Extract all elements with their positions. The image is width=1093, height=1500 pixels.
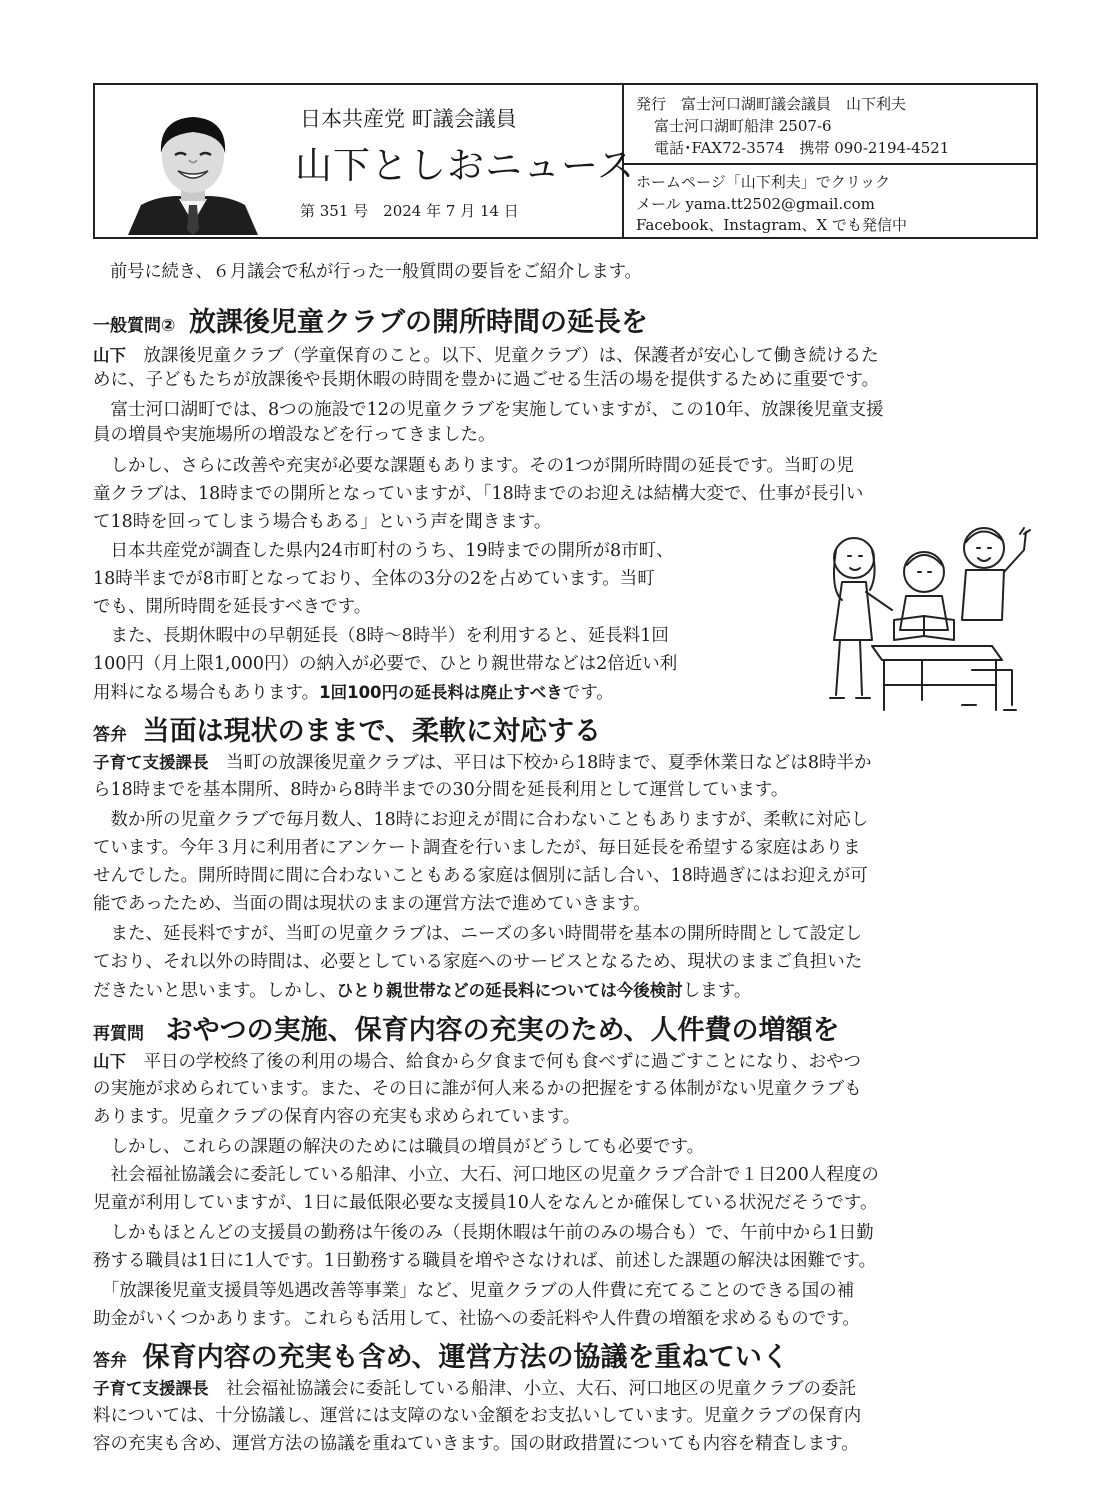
- homepage-line: ホームページ「山下利夫」でクリック: [636, 173, 891, 191]
- councillor-photo: [123, 105, 263, 235]
- text-line: 能であったため、当面の間は現状のままの運営方法で進めていきます。: [93, 894, 651, 914]
- text-line: めに、子どもたちが放課後や長期休暇の時間を豊かに過ごせる生活の場を提供するために重要です。: [93, 370, 880, 390]
- text-line: 助金がいくつかあります。これらも活用して、社協への委託料や人件費の増額を求めるものです。: [93, 1309, 860, 1329]
- text-line: 「放課後児童支援員等処遇改善等事業」など、児童クラブの人件費に充てることのできる国の補: [93, 1281, 855, 1301]
- text-line: しかし、さらに改善や充実が必要な課題もあります。その1つが開所時間の延長です。当町の児: [93, 456, 854, 476]
- section2-heading: [93, 709, 601, 748]
- emphasis-text: ひとり親世帯などの延長料については今後検討: [336, 981, 683, 1000]
- social-line: Facebook、Instagram、X でも発信中: [636, 216, 908, 234]
- text-line: 容の充実も含め、運営方法の協議を重ねていきます。国の財政措置についても内容を精査します。: [93, 1434, 859, 1454]
- text-line: 放課後児童クラブ（学童保育のこと。以下、児童クラブ）は、保護者が安心して働き続けるた: [143, 346, 879, 366]
- text-line: 児童が利用していますが、1日に最低限必要な支援員10人をなんとか確保している状況だそうです。: [93, 1193, 878, 1213]
- text-segment: します。: [682, 981, 752, 1001]
- text-line: 務する職員は1日に1人です。1日勤務する職員を増やさなければ、前述した課題の解決は困難です。: [93, 1251, 877, 1271]
- text-line: て18時を回ってしまう場合もある」という声を聞きます。: [93, 512, 552, 532]
- text-line: 員の増員や実施場所の増設などを行ってきました。: [93, 425, 496, 445]
- section2-title: 当面は現状のままで、柔軟に対応する: [142, 716, 602, 747]
- text-line: 当町の放課後児童クラブは、平日は下校から18時まで、夏季休業日などは8時半か: [226, 753, 872, 773]
- emphasis-text: 1回100円の延長料は廃止すべき: [319, 683, 563, 702]
- text-line: 富士河口湖町では、8つの施設で12の児童クラブを実施していますが、この10年、放課後児童支援: [93, 400, 884, 420]
- text-line: せんでした。開所時間に間に合わないこともある家庭は個別に話し合い、18時過ぎにはお迎えが可: [93, 866, 868, 886]
- text-line: 日本共産党が調査した県内24市町村のうち、19時までの開所が8市町、: [93, 541, 674, 561]
- section4-heading: [93, 1335, 789, 1374]
- section1-tag: 一般質問②: [93, 316, 176, 336]
- section2-para: [93, 750, 1038, 776]
- section4-title: 保育内容の充実も含め、運営方法の協議を重ねていく: [142, 1342, 789, 1373]
- text-line: 童クラブは、18時までの開所となっていますが、「18時までのお迎えは結構大変で、仕事が長引い: [93, 484, 864, 504]
- text-line: 18時半までが8市町となっており、全体の3分の2を占めています。当町: [93, 569, 655, 589]
- section3-heading: [93, 1008, 840, 1047]
- text-line: ており、それ以外の時間は、必要としている家庭へのサービスとなるため、現状のままご負担いた: [93, 952, 863, 972]
- section3-tag: 再質問: [93, 1024, 144, 1044]
- text-line: また、延長料ですが、当町の児童クラブは、ニーズの多い時間帯を基本の開所時間として設定し: [93, 924, 863, 944]
- text-line: しかし、これらの課題の解決のためには職員の増員がどうしても必要です。: [93, 1137, 705, 1157]
- text-segment: 用料になる場合もあります。: [93, 683, 320, 703]
- text-line: あります。児童クラブの保育内容の充実も求められています。: [93, 1107, 581, 1127]
- masthead-title-area: [95, 85, 636, 237]
- masthead-info-area: [624, 85, 1036, 237]
- text-line: 料については、十分協議し、運営には支障のない金額をお支払いしています。児童クラブの保育内: [93, 1406, 862, 1426]
- text-line: ています。今年３月に利用者にアンケート調査を行いましたが、毎日延長を希望する家庭はありま: [93, 838, 861, 858]
- issue-line: 第 351 号 2024 年 7 月 14 日: [300, 202, 519, 220]
- text-line: ら18時までを基本開所、8時から8時半までの30分間を延長利用として運営しています。: [93, 780, 789, 800]
- text-line: 平日の学校終了後の利用の場合、給食から夕食まで何も食べずに過ごすことになり、おやつ: [143, 1052, 861, 1072]
- text-line: [93, 680, 793, 706]
- text-line: 数か所の児童クラブで毎月数人、18時にお迎えが間に合わないこともありますが、柔軟に対応し: [93, 810, 869, 830]
- newsletter-title: 山下としおニュース: [295, 144, 636, 187]
- text-line: 社会福祉協議会に委託している船津、小立、大石、河口地区の児童クラブ合計で１日200人程度の: [93, 1165, 879, 1185]
- text-line: でも、開所時間を延長すべきです。: [93, 597, 372, 617]
- publisher-address: 富士河口湖町船津 2507-6: [654, 117, 832, 135]
- masthead: [93, 83, 1038, 239]
- text-segment: です。: [562, 683, 614, 703]
- section1-speaker: 山下: [93, 346, 126, 365]
- section1-title: 放課後児童クラブの開所時間の延長を: [188, 307, 648, 338]
- text-line: 社会福祉協議会に委託している船津、小立、大石、河口地区の児童クラブの委託: [226, 1379, 856, 1399]
- text-line: しかもほとんどの支援員の勤務は午後のみ（長期休暇は午前のみの場合も）で、午前中から1日勤: [93, 1223, 874, 1243]
- section2-tag: 答弁: [93, 725, 127, 745]
- section3-para: [93, 1049, 1038, 1075]
- publisher-name: 発行 富士河口湖町議会議員 山下利夫: [636, 95, 907, 113]
- text-line: また、長期休暇中の早朝延長（8時～8時半）を利用すると、延長料1回: [93, 626, 669, 646]
- section1-heading: [93, 300, 648, 339]
- text-line: [93, 978, 1038, 1004]
- section1-para: [93, 343, 1038, 369]
- publisher-box: [624, 85, 1036, 165]
- section3-title: おやつの実施、保育内容の充実のため、人件費の増額を: [165, 1015, 840, 1046]
- text-segment: だきたいと思います。しかし、: [93, 981, 337, 1001]
- text-line: 100円（月上限1,000円）の納入が必要で、ひとり親世帯などは2倍近い利: [93, 654, 678, 674]
- publisher-phone: 電話･FAX72-3574 携帯 090-2194-4521: [654, 139, 950, 157]
- text-line: の実施が求められています。また、その日に誰が何人来るかの把握をする体制がない児童クラブも: [93, 1079, 862, 1099]
- party-line: 日本共産党 町議会議員: [300, 107, 517, 131]
- section4-para: [93, 1376, 1038, 1402]
- intro-text: 前号に続き、６月議会で私が行った一般質問の要旨をご紹介します。: [110, 262, 642, 282]
- section4-speaker: 子育て支援課長: [93, 1379, 209, 1398]
- section4-tag: 答弁: [93, 1351, 127, 1371]
- section3-speaker: 山下: [93, 1052, 126, 1071]
- children-reading-illustration: [812, 520, 1037, 720]
- email-line: メール yama.tt2502@gmail.com: [636, 195, 875, 213]
- section2-speaker: 子育て支援課長: [93, 753, 209, 772]
